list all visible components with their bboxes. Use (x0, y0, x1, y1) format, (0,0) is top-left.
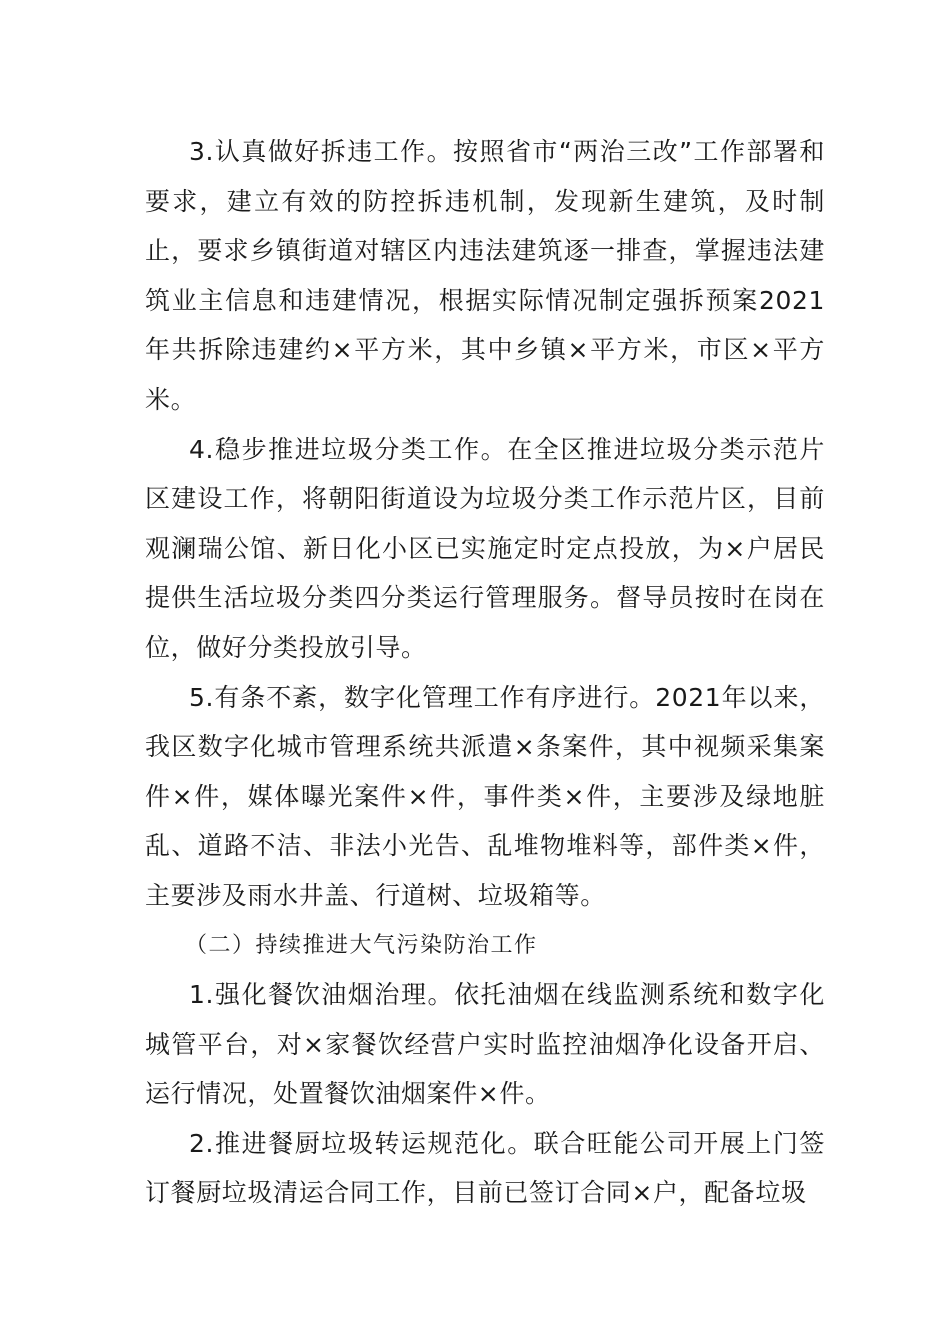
paragraph-demolition: 3.认真做好拆违工作。按照省市“两治三改”工作部署和要求，建立有效的防控拆违机制，发现新生建筑，及时制止，要求乡镇街道对辖区内违法建筑逐一排查，掌握违法建筑业主信息和违建情况，根据实际情况制定强拆预案2021年共拆除违建约×平方米，其中乡镇×平方米，市区×平方米。 (145, 137, 825, 414)
paragraph-cooking-fumes: 1.强化餐饮油烟治理。依托油烟在线监测系统和数字化城管平台，对×家餐饮经营户实时监控油烟净化设备开启、运行情况，处置餐饮油烟案件×件。 (145, 980, 825, 1109)
paragraph-digital-management: 5.有条不紊，数字化管理工作有序进行。2021年以来，我区数字化城市管理系统共派遣×条案件，其中视频采集案件×件，媒体曝光案件×件，事件类×件，主要涉及绿地脏乱、道路不洁、非法小光告、乱堆物堆料等，部件类×件，主要涉及雨水井盖、行道树、垃圾箱等。 (145, 682, 825, 910)
document-page (145, 127, 825, 1218)
paragraph-garbage-sorting: 4.稳步推进垃圾分类工作。在全区推进垃圾分类示范片区建设工作，将朝阳街道设为垃圾分类工作示范片区，目前观澜瑞公馆、新日化小区已实施定时定点投放，为×户居民提供生活垃圾分类四分类运行管理服务。督导员按时在岗在位，做好分类投放引导。 (145, 434, 825, 662)
paragraph-kitchen-waste: 2.推进餐厨垃圾转运规范化。联合旺能公司开展上门签订餐厨垃圾清运合同工作，目前已签订合同×户，配备垃圾 (145, 1128, 825, 1208)
section-heading-air-pollution: （二）持续推进大气污染防治工作 (185, 932, 538, 958)
